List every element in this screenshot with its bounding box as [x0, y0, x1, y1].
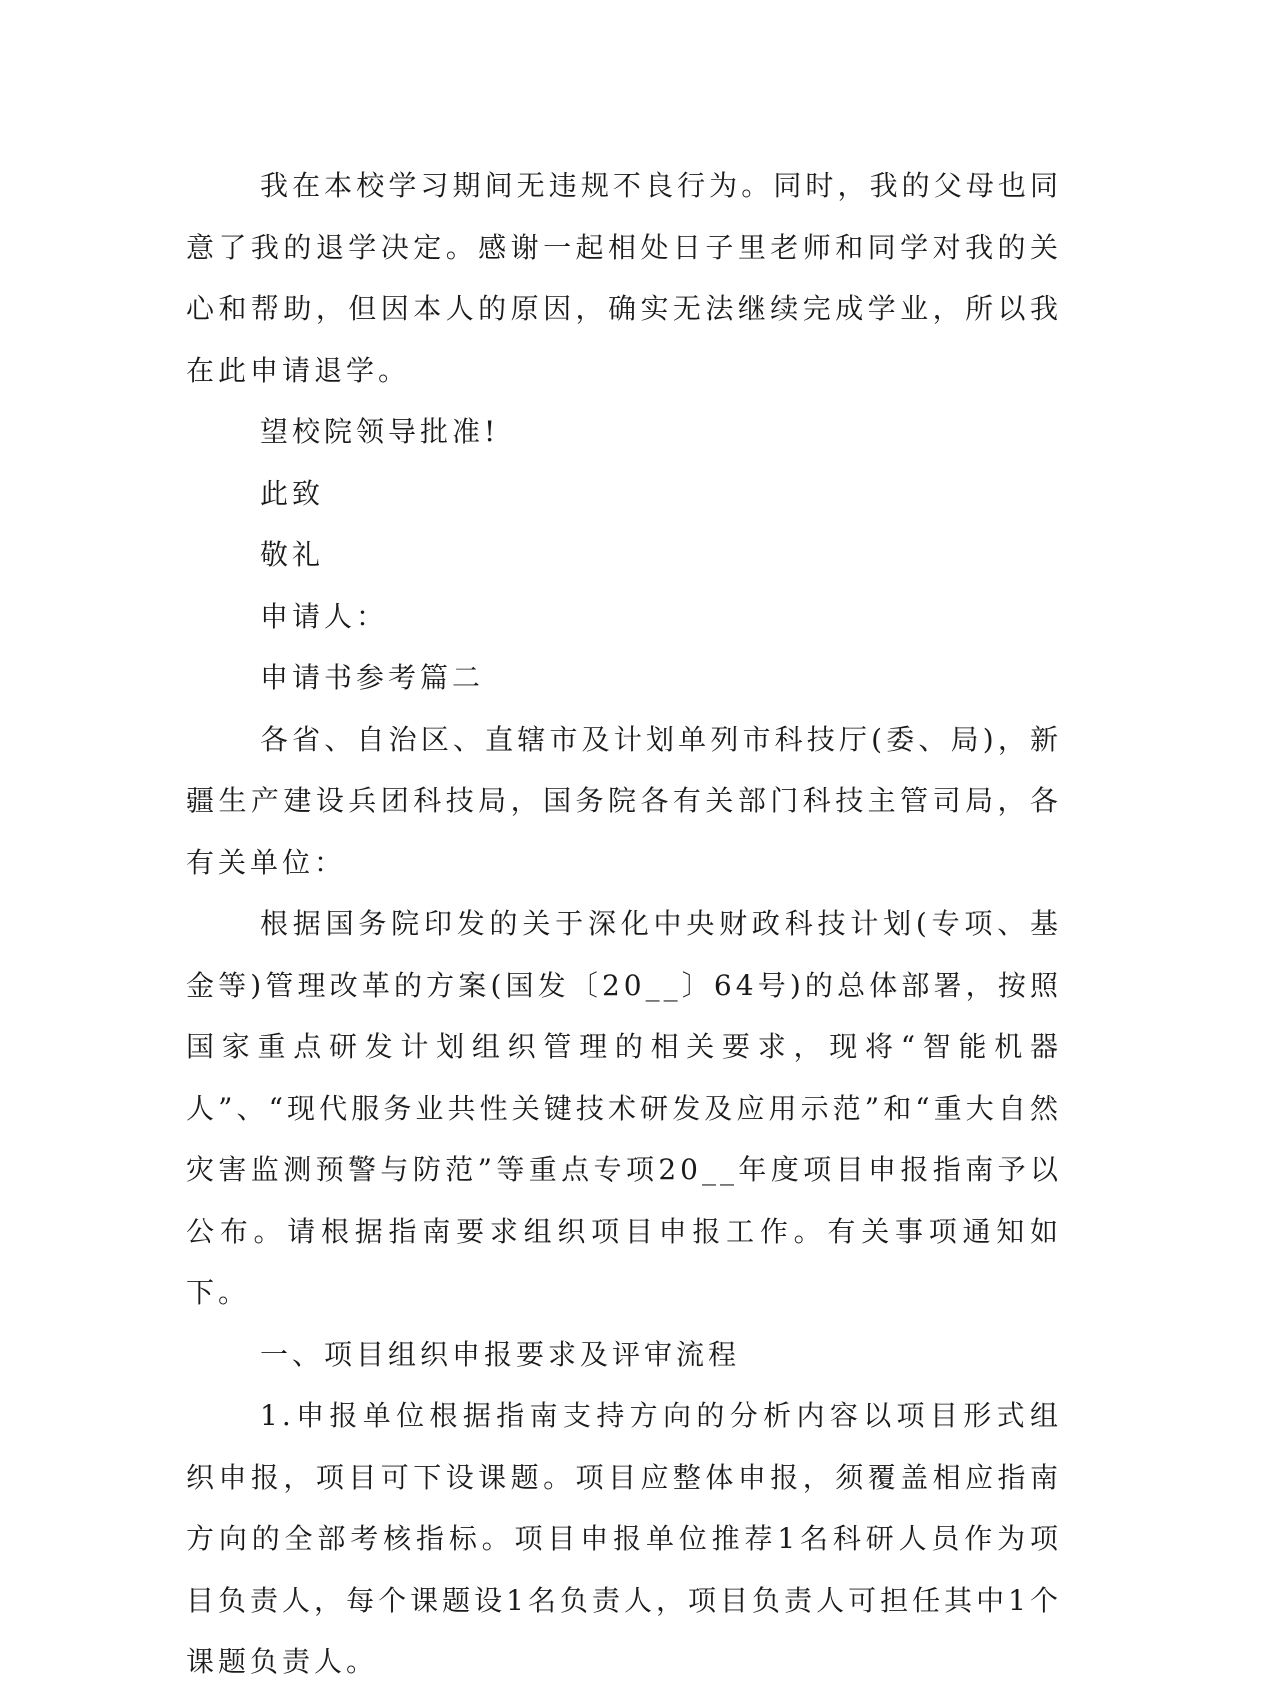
- paragraph-salutation: 此致: [260, 476, 325, 510]
- paragraph-regards: 敬礼: [260, 538, 325, 571]
- paragraph-requirement-1: 1.申报单位根据指南支持方向的分析内容以项目形式组织申报，项目可下设课题。项目应整体申报，须覆盖相应指南方向的全部考核指标。项目申报单位推荐1名科研人员作为项目负责人，每个课题设1名负责人，项目负责人可担任其中1个课题负责人。: [186, 1399, 1062, 1678]
- paragraph-withdrawal-statement: 我在本校学习期间无违规不良行为。同时，我的父母也同意了我的退学决定。感谢一起相处日子里老师和同学对我的关心和帮助，但因本人的原因，确实无法继续完成学业，所以我在此申请退学。: [186, 169, 1062, 387]
- paragraph-applicant: 申请人：: [260, 599, 389, 633]
- paragraph-addressees: 各省、自治区、直辖市及计划单列市科技厅(委、局)，新疆生产建设兵团科技局，国务院各有关部门科技主管司局，各有关单位：: [186, 722, 1062, 879]
- document-page: [186, 155, 1062, 1693]
- paragraph-notice-body: 根据国务院印发的关于深化中央财政科技计划(专项、基金等)管理改革的方案(国发〔20__〕64号)的总体部署，按照国家重点研发计划组织管理的相关要求，现将“智能机器人”、“现代服务业共性关键技术研发及应用示范”和“重大自然灾害监测预警与防范”等重点专项20__年度项目申报指南予以公布。请根据指南要求组织项目申报工作。有关事项通知如下。: [186, 907, 1062, 1309]
- section-heading-sample-two: 申请书参考篇二: [260, 661, 485, 694]
- paragraph-approval-request: 望校院领导批准!: [260, 415, 500, 448]
- section-heading-requirements: 一、项目组织申报要求及评审流程: [260, 1337, 741, 1371]
